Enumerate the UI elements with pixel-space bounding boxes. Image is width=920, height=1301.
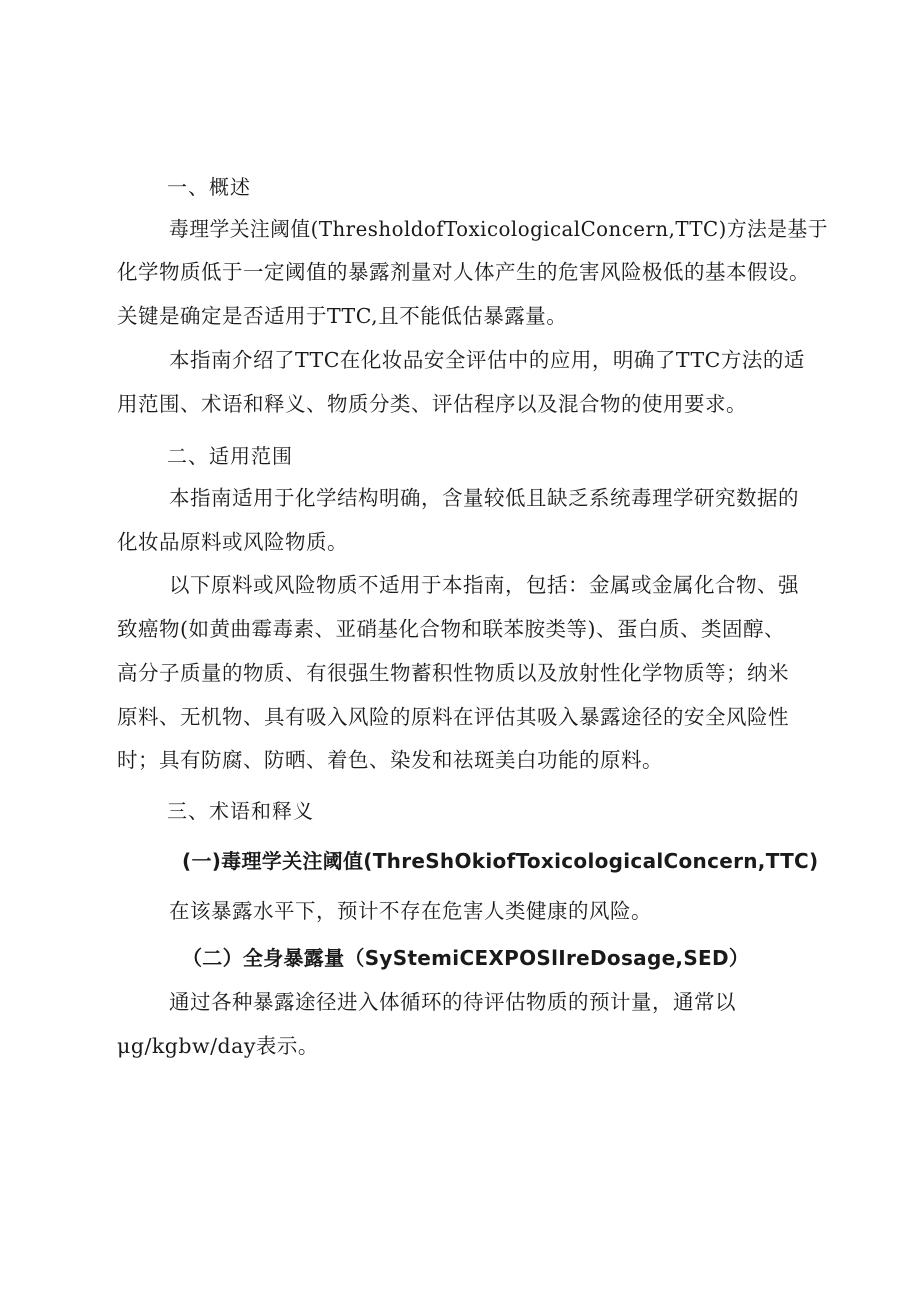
term-1-title: (一)毒理学关注阈值(ThreShOkiofToxicologicalConcern,TTC) [182, 849, 819, 873]
section-1-heading: 一、概述 [167, 175, 251, 199]
section-2-para-2-line-5: 时；具有防腐、防晒、着色、染发和祛斑美白功能的原料。 [117, 748, 663, 772]
section-2-para-2-line-1: 以下原料或风险物质不适用于本指南，包括：金属或金属化合物、强 [169, 573, 799, 597]
section-2-para-1-line-2: 化妆品原料或风险物质。 [117, 530, 348, 554]
section-1-para-1-line-2: 化学物质低于一定阈值的暴露剂量对人体产生的危害风险极低的基本假设。 [117, 260, 810, 284]
section-1-para-2-line-1: 本指南介绍了TTC在化妆品安全评估中的应用，明确了TTC方法的适 [169, 348, 805, 372]
section-2-heading: 二、适用范围 [167, 444, 293, 468]
term-2-definition-line-2: μg/kgbw/day表示。 [117, 1034, 319, 1058]
section-2-para-2-line-3: 高分子质量的物质、有很强生物蓄积性物质以及放射性化学物质等；纳米 [117, 661, 789, 685]
section-2-para-1-line-1: 本指南适用于化学结构明确，含量较低且缺乏系统毒理学研究数据的 [169, 486, 799, 510]
term-2-definition-line-1: 通过各种暴露途径进入体循环的待评估物质的预计量，通常以 [169, 990, 736, 1014]
section-2-para-2-line-4: 原料、无机物、具有吸入风险的原料在评估其吸入暴露途径的安全风险性 [117, 705, 789, 729]
term-1-definition: 在该暴露水平下，预计不存在危害人类健康的风险。 [169, 899, 652, 923]
section-1-para-1-line-3: 关键是确定是否适用于TTC,且不能低估暴露量。 [117, 304, 568, 328]
section-1-para-1-line-1: 毒理学关注阈值(ThresholdofToxicologicalConcern,TTC)方法是基于 [169, 217, 828, 241]
section-3-heading: 三、术语和释义 [167, 799, 314, 823]
section-1-para-2-line-2: 用范围、术语和释义、物质分类、评估程序以及混合物的使用要求。 [117, 392, 747, 416]
section-2-para-2-line-2: 致癌物(如黄曲霉毒素、亚硝基化合物和联苯胺类等)、蛋白质、类固醇、 [117, 617, 785, 641]
term-2-title: （二）全身暴露量（SyStemiCEXPOSlIreDosage,SED） [182, 946, 750, 970]
